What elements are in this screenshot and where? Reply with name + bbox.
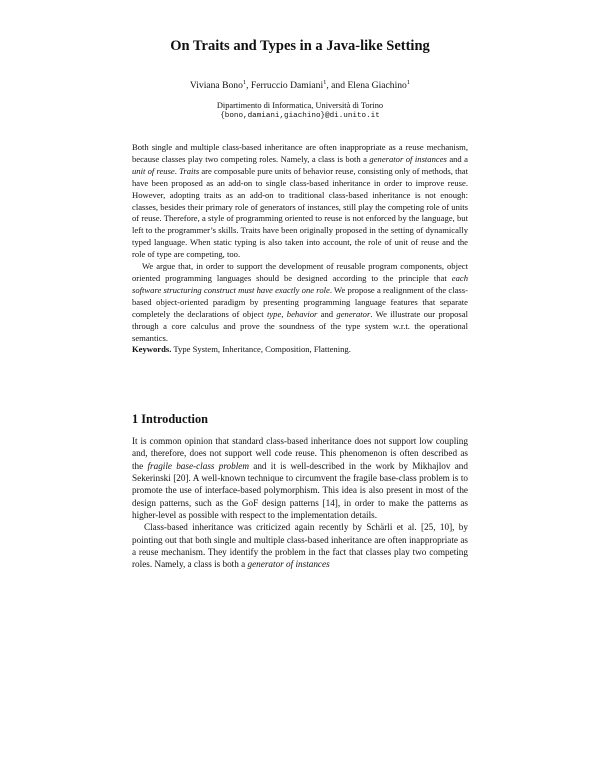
author-separator: , and (326, 80, 348, 92)
abstract-text: We argue that, in order to support the development of reusable program components, object oriented programming languages should be designed according to the principle that (132, 261, 468, 283)
affiliation-mark: 1 (406, 79, 411, 86)
author-name: Viviana Bono (189, 80, 243, 92)
author-name: Elena Giachino (347, 80, 407, 92)
emphasis: each software structuring construct must have exactly one role (132, 272, 468, 295)
abstract-text: and a (446, 153, 468, 164)
abstract-paragraph (132, 261, 468, 344)
keywords (132, 344, 468, 356)
affiliation-mark: 1 (323, 79, 327, 86)
affiliation-department: Dipartimento di Informatica, Università di Torino (216, 101, 384, 110)
body-paragraph (132, 435, 468, 521)
abstract-text: Both single and multiple class-based inheritance are often inappropriate as a reuse mechanism, because classes play two competing roles. Namely, a class is both a (132, 142, 468, 164)
abstract (132, 142, 468, 356)
section-body (132, 435, 468, 571)
abstract-text: and (317, 308, 337, 319)
body-text: Class-based inheritance was criticized again recently by Schärli et al. [25, 10], by pointing out that both single and multiple class-based inheritance are often inappropriate as a reuse mechanism. They identify the problem in the fact that classes play two competing roles. Namely, a class is both a (132, 522, 468, 570)
body-text: and it is well-described in the work by Mikhajlov and Sekerinski [20]. A well-known technique to circumvent the fragile base-class problem is to promote the use of interface-based polymorphism. This idea is also present in most of the design patterns, such as the GoF design patterns [14], in order to make the patterns as higher-level as possible with respect to the implementation details. (132, 460, 468, 521)
abstract-text: . (174, 165, 180, 176)
emphasis: fragile base-class problem (147, 460, 250, 471)
emphasis: type (266, 308, 282, 319)
keywords-list: Type System, Inheritance, Composition, Flattening. (171, 344, 351, 355)
emphasis: generator of instances (369, 153, 447, 164)
abstract-paragraph (132, 142, 468, 261)
abstract-text: , (281, 308, 287, 319)
author-name: Ferruccio Damiani (250, 80, 324, 92)
emphasis: generator of instances (247, 559, 330, 570)
abstract-text: are composable pure units of behavior reuse, consisting only of methods, that have been proposed as an add-on to single class-based inheritance in order to improve reuse. However, adopting traits as an add-on to traditional class-based inheritance is not enough: classes, besides their primary role of generators of instances, still play the competing role of units of reuse. Therefore, a style of programming oriented to reuse is not enforced by the language, but left to the programmer’s skills. Traits have been originally proposed in the setting of dynamically typed language. When static typing is also taken into account, the role of unit of reuse and the role of type are competing, too. (132, 165, 468, 260)
author-separator: , (246, 80, 251, 92)
body-paragraph (132, 521, 468, 570)
paper-title: On Traits and Types in a Java-like Setting (170, 38, 430, 54)
body-text: It is common opinion that standard class-based inheritance does not support low coupling and, therefore, does not support well code reuse. This phenomenon is often described as the (132, 436, 468, 471)
author-list (0, 79, 600, 91)
abstract-text: . We propose a realignment of the class-based object-oriented paradigm by presenting programming language features that separate completely the declarations of object (132, 284, 468, 319)
section-heading: 1 Introduction (132, 412, 208, 426)
emphasis: behavior (286, 308, 318, 319)
affiliation-block (0, 100, 600, 122)
emphasis: unit of reuse (132, 165, 175, 176)
emphasis: Traits (179, 165, 200, 176)
abstract-text: . We illustrate our proposal through a core calculus and prove the soundness of the type system w.r.t. the operational semantics. (132, 308, 468, 343)
affiliation-mark: 1 (242, 79, 247, 86)
keywords-label: Keywords. (132, 344, 172, 355)
author-emails: {bono,damiani,giachino}@di.unito.it (220, 112, 380, 120)
emphasis: generator (336, 308, 371, 319)
